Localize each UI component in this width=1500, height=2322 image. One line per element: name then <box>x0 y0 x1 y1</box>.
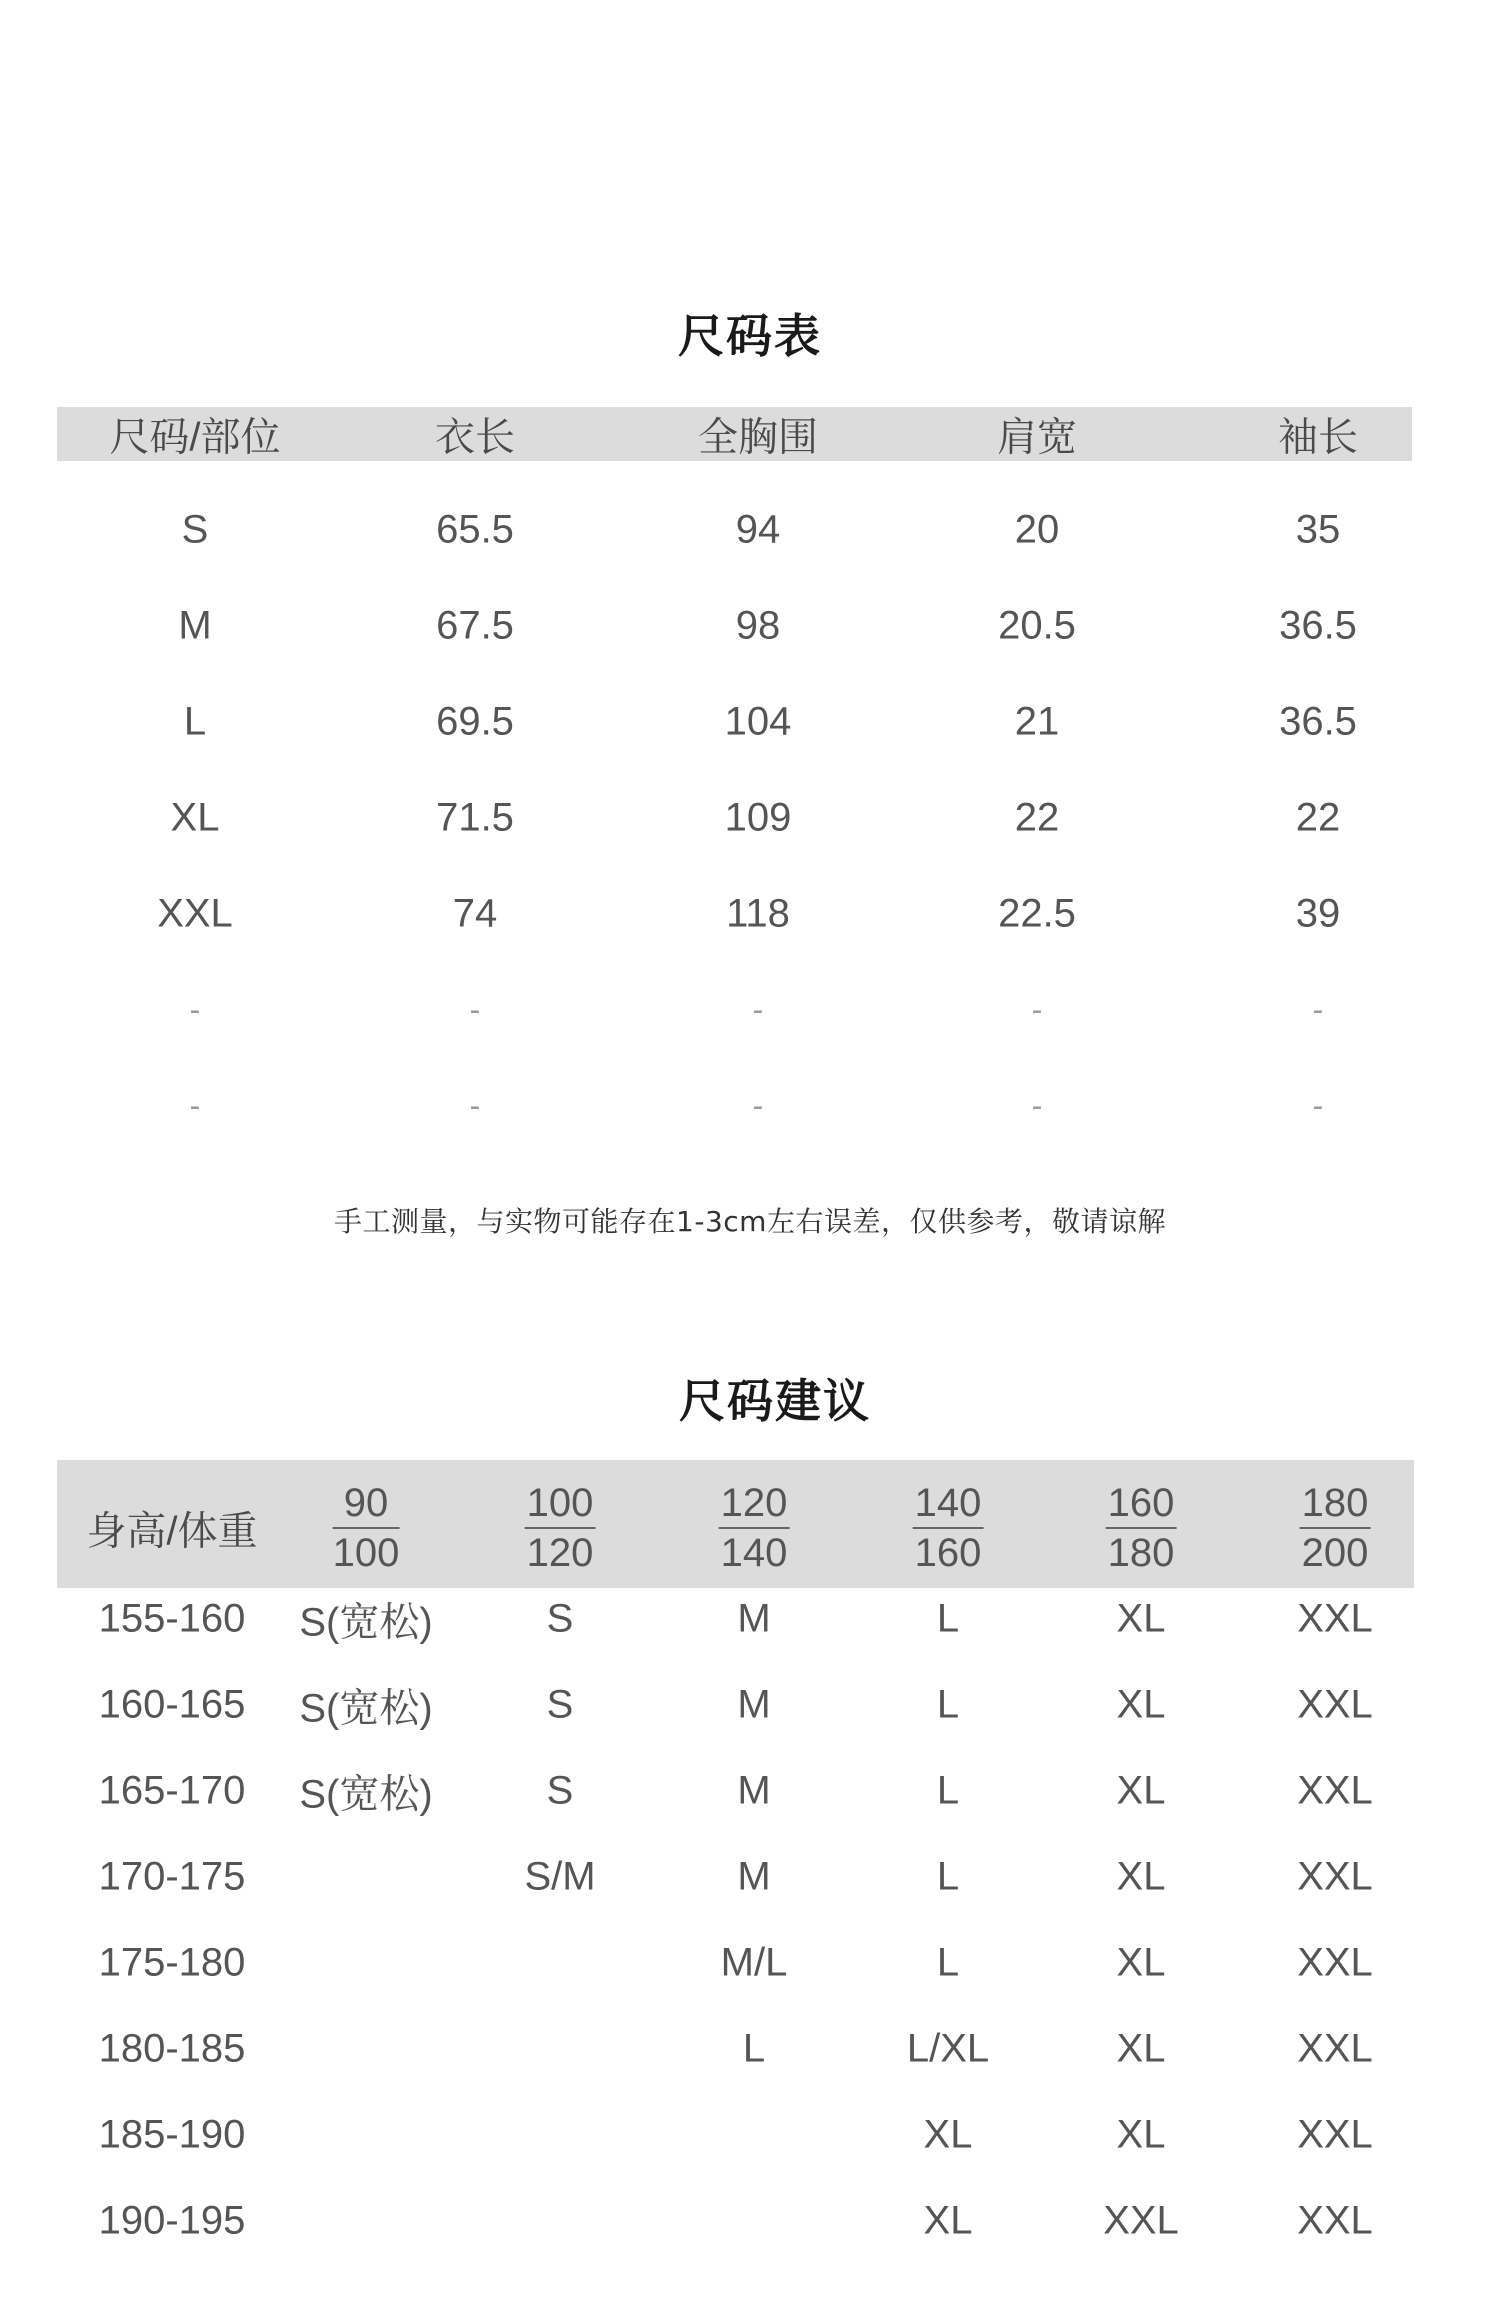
recommended-size-cell: L <box>936 1596 960 1641</box>
recommended-size-cell: M <box>737 1596 771 1641</box>
recommended-size-cell: S(宽松) <box>299 1686 433 1731</box>
height-range-label: 175-180 <box>98 1940 246 1985</box>
recommended-size-cell: XXL <box>1297 2026 1373 2071</box>
weight-range-header <box>1300 1479 1371 1577</box>
weight-range-from: 160 <box>1106 1479 1177 1529</box>
recommended-size-cell: XL <box>1116 1682 1166 1727</box>
recommended-size-cell: M <box>737 1682 771 1727</box>
recommended-size-cell: M/L <box>720 1940 788 1985</box>
weight-range-to: 120 <box>526 1531 594 1575</box>
size-chart-header-cell: 衣长 <box>435 415 515 460</box>
size-advice-title: 尺码建议 <box>679 1374 871 1428</box>
height-range-label: 190-195 <box>98 2198 246 2243</box>
recommended-size-cell: XXL <box>1103 2198 1179 2243</box>
recommended-size-cell: L <box>936 1682 960 1727</box>
recommended-size-cell: S <box>546 1682 574 1727</box>
size-chart-cell: 22 <box>1295 795 1341 840</box>
recommended-size-cell: M <box>737 1768 771 1813</box>
size-chart-cell: 94 <box>735 507 781 552</box>
size-chart-cell: 67.5 <box>436 603 514 648</box>
size-chart-cell: - <box>752 991 764 1028</box>
size-chart-title: 尺码表 <box>678 309 822 363</box>
recommended-size-cell: L <box>936 1940 960 1985</box>
weight-range-from: 140 <box>913 1479 984 1529</box>
recommended-size-cell: S(宽松) <box>299 1600 433 1645</box>
size-chart-row-label: L <box>183 699 207 744</box>
size-chart-cell: - <box>1031 1087 1043 1124</box>
weight-range-to: 200 <box>1301 1531 1369 1575</box>
recommended-size-cell: S <box>546 1768 574 1813</box>
size-chart-row-label: - <box>189 1087 201 1124</box>
weight-range-from: 180 <box>1300 1479 1371 1529</box>
height-range-label: 155-160 <box>98 1596 246 1641</box>
weight-range-from: 120 <box>719 1479 790 1529</box>
size-chart-row-label: S <box>181 507 209 552</box>
size-chart-header-cell: 肩宽 <box>997 415 1077 460</box>
weight-range-header <box>1106 1479 1177 1577</box>
recommended-size-cell: L <box>936 1854 960 1899</box>
size-chart-cell: 20 <box>1014 507 1060 552</box>
size-advice-corner-label: 身高/体重 <box>86 1509 258 1554</box>
height-range-label: 160-165 <box>98 1682 246 1727</box>
height-range-label: 180-185 <box>98 2026 246 2071</box>
size-chart-cell: 104 <box>724 699 792 744</box>
height-range-label: 165-170 <box>98 1768 246 1813</box>
recommended-size-cell: XL <box>1116 1768 1166 1813</box>
weight-range-from: 90 <box>333 1479 400 1529</box>
recommended-size-cell: L <box>742 2026 766 2071</box>
weight-range-to: 100 <box>332 1531 400 1575</box>
measurement-note: 手工测量，与实物可能存在1-3cm左右误差，仅供参考，敬请谅解 <box>334 1205 1166 1238</box>
weight-range-header <box>333 1479 400 1577</box>
recommended-size-cell: XXL <box>1297 1854 1373 1899</box>
size-chart-cell: 71.5 <box>436 795 514 840</box>
weight-range-to: 180 <box>1107 1531 1175 1575</box>
recommended-size-cell: XXL <box>1297 2112 1373 2157</box>
size-chart-cell: - <box>1031 991 1043 1028</box>
size-chart-cell: 36.5 <box>1279 699 1357 744</box>
size-chart-cell: - <box>1312 991 1324 1028</box>
size-chart-cell: 74 <box>452 891 498 936</box>
recommended-size-cell: XXL <box>1297 2198 1373 2243</box>
size-chart-row-label: XXL <box>157 891 233 936</box>
recommended-size-cell: S/M <box>524 1854 596 1899</box>
weight-range-header <box>913 1479 984 1577</box>
recommended-size-cell: M <box>737 1854 771 1899</box>
height-range-label: 170-175 <box>98 1854 246 1899</box>
recommended-size-cell: S(宽松) <box>299 1772 433 1817</box>
size-chart-cell: - <box>1312 1087 1324 1124</box>
recommended-size-cell: XL <box>1116 1940 1166 1985</box>
height-range-label: 185-190 <box>98 2112 246 2157</box>
size-chart-cell: 20.5 <box>998 603 1076 648</box>
size-chart-cell: 39 <box>1295 891 1341 936</box>
recommended-size-cell: L/XL <box>906 2026 990 2071</box>
size-chart-header-cell: 袖长 <box>1278 415 1358 460</box>
size-chart-cell: 21 <box>1014 699 1060 744</box>
size-chart-header-cell: 尺码/部位 <box>109 415 281 460</box>
size-chart-cell: 65.5 <box>436 507 514 552</box>
size-chart-cell: 22 <box>1014 795 1060 840</box>
recommended-size-cell: S <box>546 1596 574 1641</box>
recommended-size-cell: XXL <box>1297 1768 1373 1813</box>
recommended-size-cell: XXL <box>1297 1682 1373 1727</box>
size-chart-cell: - <box>469 1087 481 1124</box>
recommended-size-cell: XL <box>1116 1596 1166 1641</box>
size-chart-row-label: M <box>178 603 212 648</box>
recommended-size-cell: XXL <box>1297 1596 1373 1641</box>
recommended-size-cell: XXL <box>1297 1940 1373 1985</box>
size-chart-cell: 36.5 <box>1279 603 1357 648</box>
weight-range-to: 140 <box>720 1531 788 1575</box>
recommended-size-cell: XL <box>1116 2026 1166 2071</box>
weight-range-from: 100 <box>525 1479 596 1529</box>
recommended-size-cell: L <box>936 1768 960 1813</box>
size-chart-row-label: - <box>189 991 201 1028</box>
size-chart-cell: 118 <box>726 891 790 936</box>
size-chart-cell: 22.5 <box>998 891 1076 936</box>
weight-range-to: 160 <box>914 1531 982 1575</box>
size-chart-header-cell: 全胸围 <box>698 415 818 460</box>
recommended-size-cell: XL <box>1116 2112 1166 2157</box>
size-chart-cell: 35 <box>1295 507 1341 552</box>
size-chart-row-label: XL <box>170 795 220 840</box>
size-chart-cell: - <box>752 1087 764 1124</box>
recommended-size-cell: XL <box>1116 1854 1166 1899</box>
size-chart-cell: 69.5 <box>436 699 514 744</box>
weight-range-header <box>719 1479 790 1577</box>
size-chart-cell: 98 <box>735 603 781 648</box>
size-chart-cell: - <box>469 991 481 1028</box>
size-chart-cell: 109 <box>724 795 792 840</box>
weight-range-header <box>525 1479 596 1577</box>
recommended-size-cell: XL <box>923 2112 973 2157</box>
recommended-size-cell: XL <box>923 2198 973 2243</box>
